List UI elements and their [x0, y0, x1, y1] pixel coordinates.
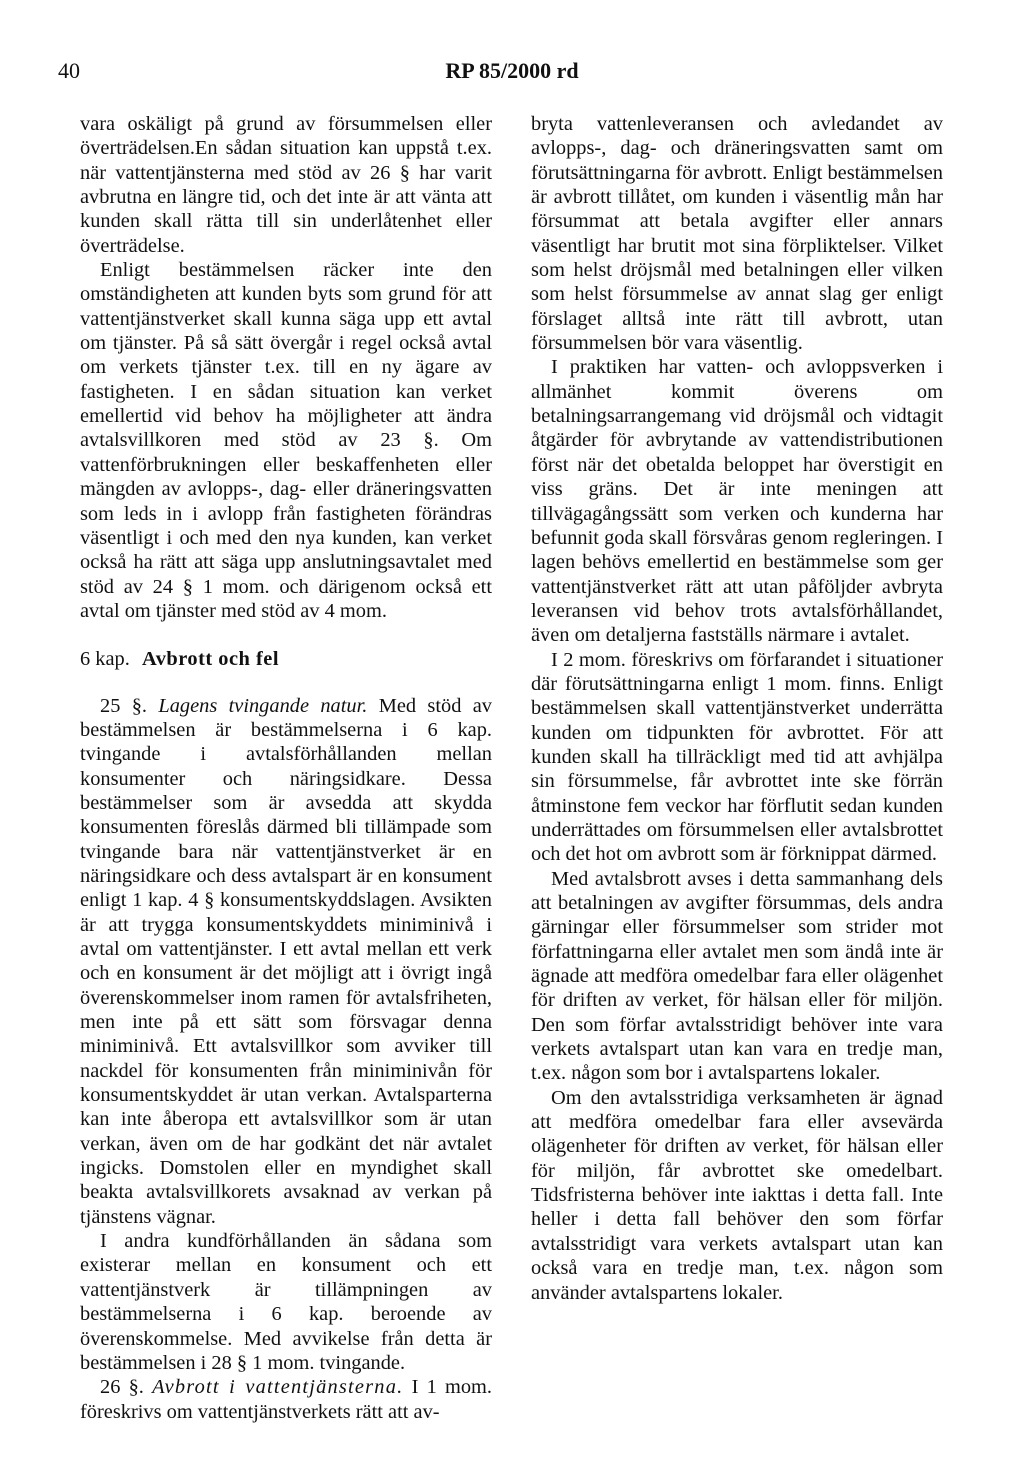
paragraph: I andra kundförhållanden än sådana som existerar mellan en konsument och ett vattentjänstverk är tillämpningen av bestämmelserna i 6 kap. beroende av överenskommelse. Med avvikelse från detta är bestämmelsen i 28 § 1 mom. tvingande.	[80, 1230, 492, 1374]
paragraph: Med avtalsbrott avses i detta sammanhang dels att betalningen av avgifter försummas, dels andra gärningar eller försummelser som strider mot författningarna eller avtalet men som ändå inte är ägnade att medföra omedelbar fara eller olägenhet för driften av verket, för hälsan eller för miljön. Den som förfar avtalsstridigt behöver inte vara verkets avtalspart utan kan vara en tredje man, t.ex. någon som bor i avtalspartens lokaler.	[531, 867, 943, 1085]
section-26-text: I 1 mom. föreskrivs om vattentjänstverkets rätt att av-	[80, 1376, 492, 1423]
left-column	[80, 112, 492, 1424]
page-number: 40	[58, 58, 80, 83]
paragraph: I praktiken har vatten- och avloppsverken i allmänhet kommit överens om betalningsarrangemang vid dröjsmål och vidtagit åtgärder för avbrytande av vattendistributionen först när det obetalda beloppet har överstigit en viss gräns. Det är inte meningen att tillvägagångssätt som verken och kunderna har befunnit goda skall försvåras genom regleringen. I lagen behövs emellertid en bestämmelse som ger vattentjänstverket rätt att utan påföljder avbryta leveransen vid behov trots avtalsförhållandet, även om detaljerna fastställs närmare i avtalet.	[531, 356, 943, 647]
right-column	[531, 112, 943, 1305]
paragraph: bryta vattenleveransen och avledandet av avlopps-, dag- och dräneringsvatten samt om förutsättningarna för avbrott. Enligt bestämmelsen är avbrott tillåtet, om kunden i väsentlig mån har försummat att betala avgifter eller annars väsentligt har brutit mot sina förpliktelser. Vilket som helst dröjsmål med betalningen eller vilken som helst försummelse av annat slag ger enligt förslaget alltså inte rätt till avbrott, utan försummelsen bör vara väsentlig.	[531, 113, 943, 355]
section-26	[80, 1375, 492, 1424]
section-25-number: 25 §.	[100, 694, 148, 717]
paragraph: Enligt bestämmelsen räcker inte den omständigheten att kunden byts som grund för att vattentjänstverket skall kunna säga upp ett avtal om tjänster. På så sätt övergår i regel också avtal om verkets tjänster t.ex. till en ny ägare av fastigheten. I en sådan situation kan verket emellertid vid behov ha möjligheter att ändra avtalsvillkoren med stöd av 23 §. Om vattenförbrukningen eller beskaffenheten eller mängden av avlopps-, dag- eller dräneringsvatten som leds in i avlopp från fastigheten förändras väsentligt i och med den nya kunden, kan verket också ha rätt att säga upp anslutningsavtalet med stöd av 24 § 1 mom. och därigenom också ett avtal om tjänster med stöd av 4 mom.	[80, 259, 492, 622]
chapter-heading	[80, 647, 492, 671]
section-26-number: 26 §.	[100, 1376, 144, 1399]
chapter-title: Avbrott och fel	[142, 648, 279, 671]
chapter-number: 6 kap.	[80, 648, 130, 671]
section-25-text: Med stöd av bestämmelsen är bestämmelserna i 6 kap. tvingande i avtalsförhållanden mellan konsumenter och näringsidkare. Dessa bestämmelser som är avsedda att skydda konsumenten föreslås därmed bli tillämpade som tvingande bara när vattentjänstverket är en näringsidkare och dess avtalspart är en konsument enligt 1 kap. 4 § konsumentskyddslagen. Avsikten är att trygga konsumentskyddets miniminivå i avtal om vattentjänster. I ett avtal mellan ett verk och en konsument är det möjligt att i övrigt ingå överenskommelser inom ramen för avtalsfriheten, men inte på ett sätt som försvagar denna miniminivå. Ett avtalsvillkor som avviker till nackdel för konsumenten från miniminivån för konsumentskyddet är utan verkan. Avtalsparterna kan inte åberopa ett avtalsvillkor som är utan verkan, även om de har godkänt det när avtalet ingicks. Domstolen eller en myndighet skall beakta avtalsvillkorets avsaknad av verkan på tjänstens vägnar.	[80, 694, 492, 1228]
running-head: RP 85/2000 rd	[445, 58, 579, 83]
paragraph: I 2 mom. föreskrivs om förfarandet i situationer där förutsättningarna enligt 1 mom. finns. Enligt bestämmelsen skall vattentjänstverket underrätta kunden om tidpunkten för avbrottet. För att kunden skall ha tillräckligt med tid att avhjälpa sin försummelse, får avbrottet inte ske förrän åtminstone fem veckor har förflutit sedan kunden underrättades om försummelsen eller avtalsbrottet och det hot om avbrott som är förknippat därmed.	[531, 648, 943, 866]
paragraph: vara oskäligt på grund av försummelsen eller överträdelsen.En sådan situation kan uppstå t.ex. när vattentjänsterna med stöd av 26 § har varit avbrutna en längre tid, och det inte är att vänta att kunden skall rätta till sin underlåtenhet eller överträdelse.	[80, 113, 492, 257]
section-26-heading: Avbrott i vattentjänsterna.	[152, 1376, 404, 1399]
section-25-heading: Lagens tvingande natur.	[158, 694, 368, 717]
paragraph: Om den avtalsstridiga verksamheten är ägnad att medföra omedelbar fara eller avsevärda olägenheter för driften av verket, för hälsan eller för miljön, får avbrottet ske omedelbart. Tidsfristerna behöver inte iakttas i detta fall. Inte heller i detta fall behöver den som förfar avtalsstridigt vara verkets avtalspart utan kan också vara en tredje man, t.ex. någon som använder avtalspartens lokaler.	[531, 1086, 943, 1304]
section-25	[80, 694, 492, 1230]
